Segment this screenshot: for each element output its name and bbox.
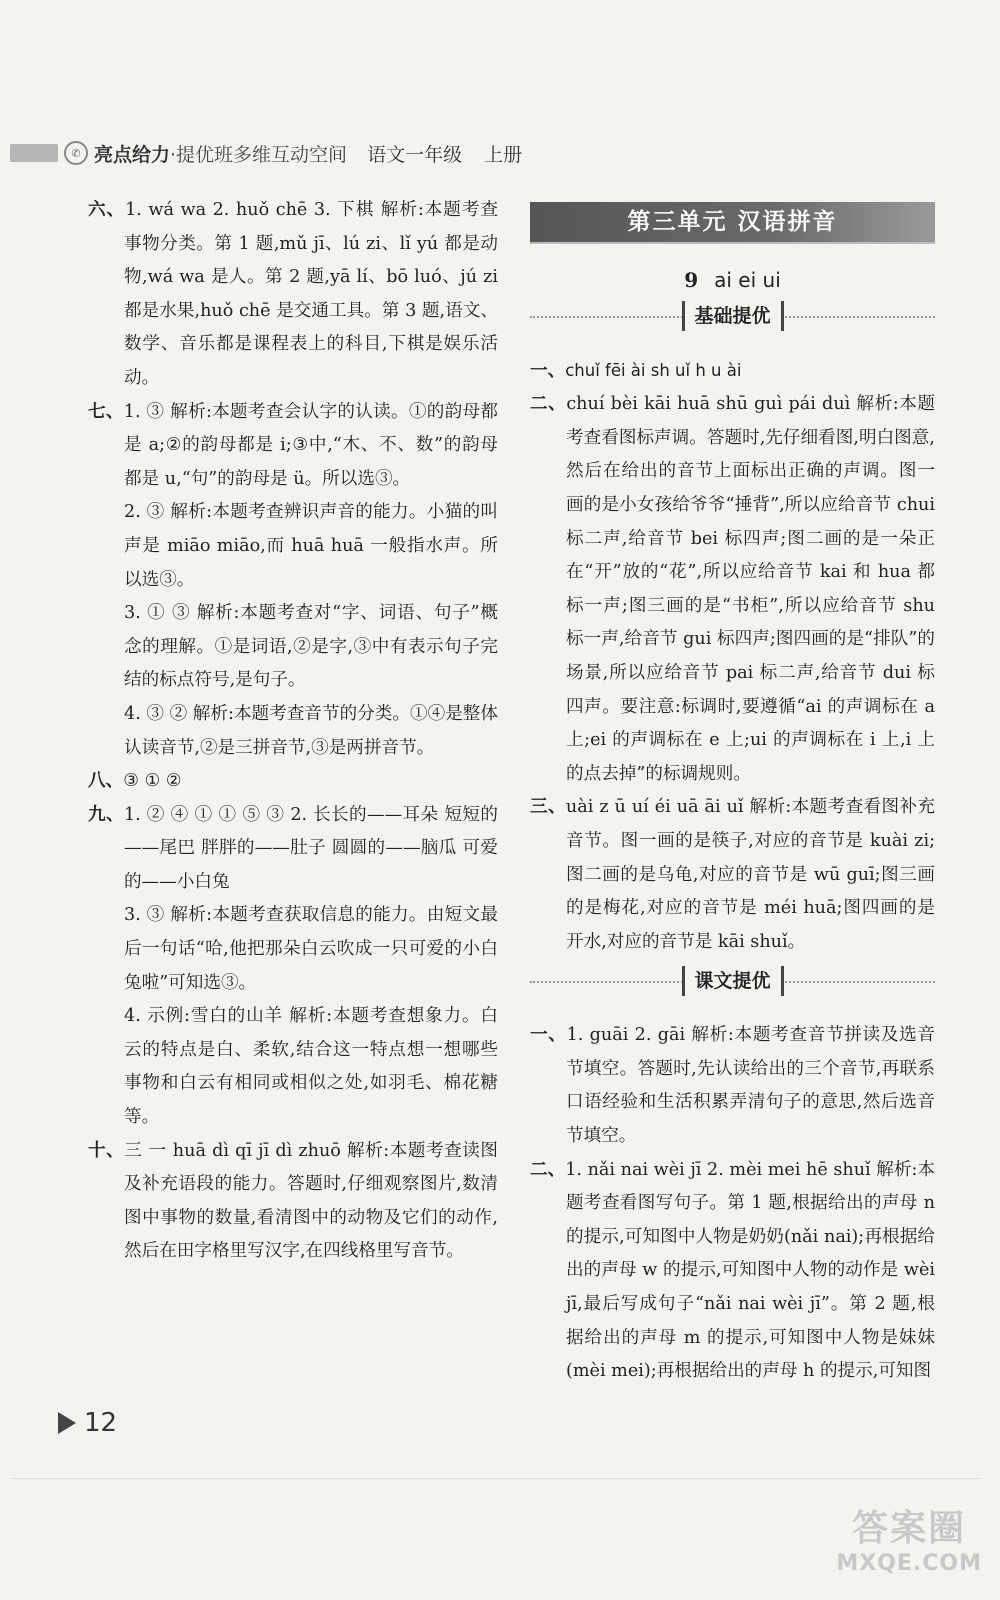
header-brand: 亮点给力 (94, 143, 171, 166)
answer-text: 1. wá wa 2. huǒ chē 3. 下棋 解析:本 (125, 200, 444, 220)
answer-text: chuí bèi kāi huā shū guì pái duì 解析:本题考查看图标声调。答题时,先仔细看图,明白图意,然后在给出的音节上面标出正确的声调。图一画的是小女孩给爷爷“捶背”,所以应给音节 chui 标二声,给音节 bei 标四声;图二画的是一朵正在“开”放的“花”,所以应给音节 kai 和 hua 都标一声;图三画的是“书柜”,所以应给音节 shu 标一声,给音节 gui 标四声;图四画的是“排队”的场景,所以应给音节 pai 标二声,给音节 dui 标四声。要注意:标调时,要遵循“ai 的声调标在 a 上;ei 的声调标在 e 上;ui 的声调标在 i 上,i 上的点去掉”的标调规则。 (566, 394, 935, 784)
lesson-answer-1 (530, 1019, 935, 1153)
question-label: 七、 (88, 401, 124, 422)
lesson-number: 9 (684, 268, 699, 292)
answer-q7 (88, 396, 498, 497)
section-title: 基础提优 (681, 301, 783, 331)
answer-text: chuǐ fēi ài sh uǐ h u ài (565, 360, 742, 380)
lesson-name: ai ei ui (714, 268, 781, 292)
page-number-text: 12 (84, 1408, 118, 1438)
header-volume: 上册 (484, 143, 523, 166)
answer-q7-2: 2. ③ 解析:本题考查辨识声音的能力。小猫的叫声是 miāo miāo,而 huā huā 一般指水声。所以选③。 (124, 502, 498, 590)
brand-logo-icon: ✆ (64, 141, 88, 165)
section-heading-basic (530, 304, 935, 352)
header-subtitle: ·提优班多维互动空间 (170, 143, 348, 166)
triangle-icon (58, 1412, 76, 1434)
answer-text: 1. nǎi nai wèi jī 2. mèi mei hē shuǐ 解析:本题考查看图写句子。第 1 题,根据给出的声母 n 的提示,可知图中人物是奶奶(nǎi nai);再根据给出的声母 w 的提示,可知图中人物的动作是 wèi jī,最后写成句子“nǎi nai wèi jī”。第 2 题,根据给出的声母 m 的提示,可知图中人物是妹妹(mèi mei);再根据给出的声母 h 的提示,可知图 (565, 1159, 935, 1382)
watermark-logo (836, 1500, 982, 1576)
answer-q10 (88, 1135, 498, 1269)
unit-title-banner: 第三单元 汉语拼音 (530, 202, 935, 242)
answer-text: ③ ① ② (123, 771, 182, 792)
page-header (10, 136, 590, 170)
answer-q9-4: 4. 示例:雪白的山羊 解析:本题考查想象力。白云的特点是白、柔软,结合这一特点想一想哪些事物和白云有相同或相似之处,如羽毛、棉花糖等。 (124, 1006, 498, 1128)
header-bar-decoration (10, 144, 58, 162)
answer-q6 (88, 194, 498, 396)
left-column (88, 194, 498, 1269)
question-label: 一、 (530, 360, 566, 381)
answer-q9 (88, 799, 498, 900)
lesson-answer-2 (530, 1154, 935, 1389)
answer-text: 三 一 huā dì qī jī dì zhuō 解析:本题考查读图及补充语段的能力。答题时,仔细观察图片,数清图中事物的数量,看清图中的动物及它们的动作,然后在田字格里写汉字,在四线格里写音节。 (124, 1140, 498, 1262)
question-label: 九、 (88, 804, 124, 825)
section-heading-lesson (530, 970, 935, 1017)
watermark-text: 答案圈 (852, 1508, 967, 1549)
answer-text: uài z ū uí éi uā āi uǐ 解析:本题考查看图补充音节。图一画的是筷子,对应的音节是 kuài zi;图二画的是乌龟,对应的音节是 wū guī;图三画的是梅花,对应的音节是 méi huā;图四画的是开水,对应的音节是 kāi shuǐ。 (565, 797, 935, 952)
answer-q7-3: 3. ① ③ 解析:本题考查对“字、词语、句子”概念的理解。①是词语,②是字,③中有表示句子完结的标点符号,是句子。 (124, 603, 498, 691)
question-label: 十、 (88, 1140, 125, 1161)
question-label: 三、 (530, 797, 566, 818)
answer-text: 1. ② ④ ① ① ⑤ ③ 2. 长长的——耳朵 短短的——尾巴 胖胖的——肚子 圆圆的——脑瓜 可爱的——小白兔 (123, 804, 498, 892)
question-label: 二、 (530, 394, 567, 415)
answer-text: 题考查事物分类。第 1 题,mǔ jī、lú zi、lǐ yú 都是动物,wá wa 是人。第 2 题,yā lí、bō luó、jú zi 都是水果,huǒ chē 是交通工具。第 3 题,语文、数学、音乐都是课程表上的科目,下棋是娱乐活动。 (124, 200, 498, 388)
answer-text: 1. guāi 2. gāi 解析:本题考查音节拼读及选音节填空。答题时,先认读给出的三个音节,再联系口语经验和生活积累弄清句子的意思,然后选音节填空。 (566, 1025, 935, 1147)
watermark-url: MXQE.COM (836, 1551, 982, 1576)
header-grade: 语文一年级 (367, 143, 463, 166)
right-column (530, 194, 935, 1389)
basic-answer-2 (530, 388, 935, 791)
divider (10, 1478, 982, 1479)
lesson-title (530, 264, 935, 298)
basic-answer-1 (530, 354, 935, 389)
section-title: 课文提优 (681, 966, 783, 996)
question-label: 八、 (88, 771, 124, 792)
page-number (58, 1408, 117, 1438)
question-label: 六、 (88, 200, 126, 220)
basic-answer-3 (530, 791, 935, 959)
answer-text: 1. ③ 解析:本题考查会认字的认读。①的韵母都是 a;②的韵母都是 i;③中,“木、不、数”的韵母都是 u,“句”的韵母是 ü。所以选③。 (123, 401, 498, 489)
answer-q9-3: 3. ③ 解析:本题考查获取信息的能力。由短文最后一句话“哈,他把那朵白云吹成一只可爱的小白兔啦”可知选③。 (124, 905, 498, 993)
question-label: 一、 (530, 1025, 567, 1046)
question-label: 二、 (530, 1159, 566, 1180)
answer-q8 (88, 765, 498, 799)
answer-q7-4: 4. ③ ② 解析:本题考查音节的分类。①④是整体认读音节,②是三拼音节,③是两拼音节。 (124, 703, 498, 758)
